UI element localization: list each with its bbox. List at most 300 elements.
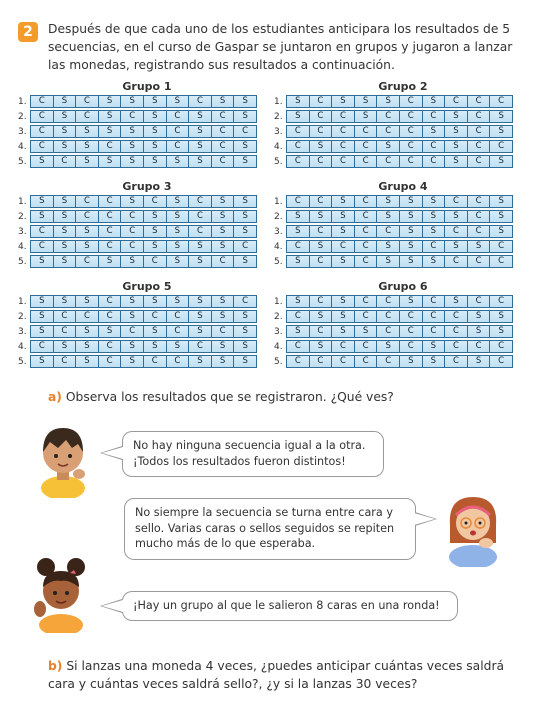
coin-result-cell: C (377, 311, 400, 322)
coin-result-cell: S (242, 96, 248, 106)
coin-result-cell: C (377, 326, 400, 337)
sequence-number: 4. (18, 141, 27, 152)
coin-result-cell: C (355, 226, 378, 237)
coin-result-cell: S (54, 211, 77, 222)
coin-result-cell: S (121, 311, 144, 322)
coin-result-cell: S (498, 196, 504, 206)
coin-result-cell: S (287, 211, 310, 222)
sequence-strip (30, 225, 257, 238)
coin-result-cell: S (212, 241, 235, 252)
coin-result-cell: S (144, 341, 167, 352)
coin-result-cell: S (355, 326, 378, 337)
coin-result-cell: S (242, 326, 248, 336)
coin-result-cell: S (287, 256, 310, 267)
coin-result-cell: C (355, 141, 378, 152)
coin-result-cell: S (423, 356, 446, 367)
coin-result-cell: C (212, 126, 235, 137)
coin-result-cell: S (144, 96, 167, 107)
sequence-number: 4. (274, 241, 283, 252)
sequence-row (274, 339, 522, 354)
sequence-row (18, 324, 266, 339)
coin-result-cell: S (167, 341, 190, 352)
coin-result-cell: S (445, 241, 468, 252)
sequence-row (18, 354, 266, 369)
coin-result-cell: C (54, 311, 77, 322)
coin-result-cell: S (332, 256, 355, 267)
coin-result-cell: S (189, 311, 212, 322)
coin-result-cell: C (355, 256, 378, 267)
coin-result-cell: S (31, 196, 54, 207)
coin-result-cell: S (212, 296, 235, 307)
coin-result-cell: C (355, 356, 378, 367)
sequence-strip (286, 125, 513, 138)
coin-result-cell: S (189, 141, 212, 152)
coin-result-cell: S (332, 196, 355, 207)
sequence-number: 2. (18, 111, 27, 122)
coin-result-cell: S (121, 126, 144, 137)
coin-result-cell: S (121, 156, 144, 167)
coin-result-cell: C (400, 311, 423, 322)
coin-result-cell: C (468, 111, 491, 122)
sequence-number: 2. (274, 111, 283, 122)
coin-result-cell: C (468, 141, 491, 152)
sequence-strip (30, 95, 257, 108)
coin-result-cell: C (377, 111, 400, 122)
coin-result-cell: C (498, 256, 505, 266)
coin-result-cell: S (121, 356, 144, 367)
sequence-strip (286, 340, 513, 353)
sequence-number: 4. (274, 141, 283, 152)
coin-result-cell: S (468, 311, 491, 322)
coin-result-cell: S (167, 96, 190, 107)
coin-result-cell: C (121, 211, 144, 222)
coin-result-cell: S (212, 226, 235, 237)
coin-result-cell: C (377, 126, 400, 137)
coin-result-cell: C (212, 256, 235, 267)
coin-result-cell: S (287, 226, 310, 237)
coin-result-cell: S (99, 256, 122, 267)
coin-result-cell: S (423, 211, 446, 222)
coin-result-cell: S (377, 196, 400, 207)
coin-result-cell: C (355, 296, 378, 307)
speech-bubble-2-tail-fill (414, 513, 435, 525)
coin-result-cell: C (498, 341, 505, 351)
coin-result-cell: S (167, 226, 190, 237)
coin-result-cell: C (400, 111, 423, 122)
coin-result-cell: S (54, 296, 77, 307)
coin-result-cell: C (310, 226, 333, 237)
coin-result-cell: C (498, 296, 505, 306)
sequence-number: 2. (18, 211, 27, 222)
coin-result-cell: S (310, 311, 333, 322)
coin-result-cell: C (76, 111, 99, 122)
coin-result-cell: C (144, 356, 167, 367)
coin-result-cell: C (400, 141, 423, 152)
coin-result-cell: S (377, 341, 400, 352)
coin-result-cell: S (54, 341, 77, 352)
coin-result-cell: S (423, 341, 446, 352)
coin-result-cell: S (400, 241, 423, 252)
coin-result-cell: C (310, 111, 333, 122)
coin-result-cell: S (377, 211, 400, 222)
sequence-strip (30, 155, 257, 168)
coin-result-cell: S (498, 326, 504, 336)
sequence-row (274, 94, 522, 109)
coin-result-cell: S (167, 156, 190, 167)
coin-result-cell: C (310, 356, 333, 367)
coin-result-cell: S (167, 296, 190, 307)
coin-result-cell: S (287, 296, 310, 307)
sequence-strip (286, 210, 513, 223)
coin-result-cell: S (76, 226, 99, 237)
coin-result-cell: C (377, 226, 400, 237)
coin-result-cell: S (144, 126, 167, 137)
sequence-number: 1. (18, 196, 27, 207)
coin-result-cell: S (121, 196, 144, 207)
sequence-strip (286, 95, 513, 108)
coin-result-cell: S (287, 111, 310, 122)
coin-result-cell: S (76, 241, 99, 252)
group-title: Grupo 4 (378, 180, 428, 193)
coin-result-cell: C (54, 326, 77, 337)
coin-result-cell: S (31, 356, 54, 367)
question-a (48, 388, 528, 406)
coin-result-cell: S (400, 296, 423, 307)
coin-result-cell: C (76, 196, 99, 207)
coin-result-cell: C (242, 296, 249, 306)
coin-result-cell: C (287, 141, 310, 152)
sequence-number: 2. (18, 311, 27, 322)
coin-result-cell: C (468, 341, 491, 352)
coin-result-cell: C (144, 256, 167, 267)
coin-result-cell: C (377, 296, 400, 307)
question-a-label: a) (48, 390, 62, 404)
sequence-number: 3. (274, 126, 283, 137)
coin-result-cell: S (242, 211, 248, 221)
coin-result-cell: S (423, 196, 446, 207)
coin-result-cell: C (189, 211, 212, 222)
sequence-number: 3. (274, 326, 283, 337)
coin-result-cell: S (310, 241, 333, 252)
coin-result-cell: S (54, 141, 77, 152)
coin-result-cell: S (189, 241, 212, 252)
coin-result-cell: C (287, 156, 310, 167)
sequence-strip (30, 125, 257, 138)
speech-bubble-2: No siempre la secuencia se turna entre cara y sello. Varias caras o sellos seguidos se repiten mucho más de lo que esperaba. (124, 498, 416, 560)
group-1 (18, 80, 266, 169)
coin-result-cell: C (468, 296, 491, 307)
sequence-row (18, 124, 266, 139)
coin-result-cell: S (54, 126, 77, 137)
coin-result-cell: C (167, 311, 190, 322)
coin-result-cell: S (99, 326, 122, 337)
coin-result-cell: S (498, 211, 504, 221)
coin-result-cell: C (167, 141, 190, 152)
coin-result-cell: S (332, 96, 355, 107)
coin-result-cell: S (400, 356, 423, 367)
coin-result-cell: S (445, 211, 468, 222)
coin-result-cell: S (189, 111, 212, 122)
coin-result-cell: S (287, 326, 310, 337)
coin-result-cell: S (76, 156, 99, 167)
coin-result-cell: S (310, 141, 333, 152)
activity-intro-text: Después de que cada uno de los estudiantes anticipara los resultados de 5 secuencias, en el curso de Gaspar se juntaron en grupos y jugaron a lanzar las monedas, registrando sus resultados a continuación. (48, 22, 513, 72)
sequence-number: 3. (274, 226, 283, 237)
coin-result-cell: S (242, 196, 248, 206)
coin-result-cell: S (212, 341, 235, 352)
coin-result-cell: C (498, 356, 505, 366)
coin-result-cell: S (76, 326, 99, 337)
coin-result-cell: C (144, 196, 167, 207)
sequence-strip (286, 325, 513, 338)
coin-result-cell: S (121, 96, 144, 107)
coin-result-cell: C (99, 356, 122, 367)
sequence-strip (30, 195, 257, 208)
coin-result-cell: C (121, 226, 144, 237)
coin-result-cell: S (423, 226, 446, 237)
sequence-strip (30, 140, 257, 153)
activity-number-badge: 2 (18, 22, 38, 42)
coin-result-cell: C (400, 341, 423, 352)
coin-result-cell: S (212, 211, 235, 222)
coin-result-cell: C (332, 141, 355, 152)
sequence-number: 5. (18, 356, 27, 367)
coin-result-cell: S (144, 326, 167, 337)
coin-result-cell: S (445, 156, 468, 167)
coin-result-cell: S (400, 196, 423, 207)
sequence-number: 4. (274, 341, 283, 352)
coin-result-cell: S (54, 256, 77, 267)
coin-result-cell: C (310, 96, 333, 107)
coin-result-cell: C (377, 356, 400, 367)
coin-result-cell: C (310, 296, 333, 307)
coin-result-cell: C (167, 356, 190, 367)
girl-glasses-avatar-icon (440, 485, 506, 567)
sequence-number: 5. (274, 356, 283, 367)
coin-result-cell: C (332, 341, 355, 352)
coin-result-cell: S (242, 111, 248, 121)
coin-result-cell: C (287, 341, 310, 352)
coin-result-cell: C (355, 341, 378, 352)
coin-result-cell: S (242, 256, 248, 266)
sequence-row (18, 139, 266, 154)
sequence-strip (286, 155, 513, 168)
coin-result-cell: S (144, 296, 167, 307)
coin-result-cell: C (423, 156, 446, 167)
coin-result-cell: S (310, 341, 333, 352)
coin-result-cell: S (468, 326, 491, 337)
coin-result-cell: C (445, 196, 468, 207)
coin-result-cell: C (31, 141, 54, 152)
sequence-row (18, 294, 266, 309)
coin-result-cell: C (31, 341, 54, 352)
coin-result-cell: C (423, 241, 446, 252)
coin-result-cell: S (121, 296, 144, 307)
coin-result-cell: C (99, 311, 122, 322)
coin-result-cell: S (498, 226, 504, 236)
speech-bubble-3: ¡Hay un grupo al que le salieron 8 caras en una ronda! (122, 591, 458, 621)
sequence-strip (30, 310, 257, 323)
coin-result-cell: S (31, 311, 54, 322)
coin-result-cell: C (212, 141, 235, 152)
coin-result-cell: C (310, 256, 333, 267)
coin-result-cell: C (167, 111, 190, 122)
coin-result-cell: S (445, 141, 468, 152)
coin-result-cell: S (468, 356, 491, 367)
coin-result-cell: S (99, 156, 122, 167)
girl-buns-avatar-icon (28, 553, 94, 633)
coin-result-cell: C (189, 96, 212, 107)
coin-result-cell: S (189, 296, 212, 307)
coin-result-cell: S (400, 226, 423, 237)
boy-avatar-icon (32, 418, 94, 498)
coin-result-cell: S (31, 211, 54, 222)
sequence-number: 1. (274, 296, 283, 307)
coin-result-cell: C (310, 126, 333, 137)
coin-result-cell: S (189, 326, 212, 337)
coin-result-cell: C (468, 196, 491, 207)
coin-result-cell: C (332, 356, 355, 367)
sequence-number: 4. (18, 341, 27, 352)
coin-result-cell: S (76, 141, 99, 152)
coin-result-cell: S (144, 156, 167, 167)
coin-result-cell: C (355, 211, 378, 222)
coin-result-cell: C (423, 296, 446, 307)
coin-result-cell: C (287, 196, 310, 207)
sequence-strip (30, 255, 257, 268)
coin-result-cell: C (99, 211, 122, 222)
speech-bubble-3-tail-fill (102, 600, 123, 612)
sequence-number: 1. (18, 296, 27, 307)
coin-result-cell: S (76, 356, 99, 367)
coin-result-cell: S (167, 241, 190, 252)
coin-result-cell: S (99, 126, 122, 137)
coin-result-cell: S (377, 141, 400, 152)
coin-result-cell: C (332, 126, 355, 137)
coin-result-cell: S (144, 111, 167, 122)
coin-result-cell: S (332, 296, 355, 307)
coin-result-cell: C (31, 126, 54, 137)
coin-result-cell: C (332, 241, 355, 252)
coin-result-cell: C (468, 211, 491, 222)
group-3 (18, 180, 266, 269)
coin-result-cell: S (212, 356, 235, 367)
coin-result-cell: C (400, 156, 423, 167)
coin-result-cell: S (76, 296, 99, 307)
coin-result-cell: S (189, 356, 212, 367)
coin-result-cell: C (310, 156, 333, 167)
coin-result-cell: S (310, 211, 333, 222)
sequence-strip (30, 340, 257, 353)
sequence-strip (30, 240, 257, 253)
coin-result-cell: S (144, 211, 167, 222)
sequence-strip (286, 240, 513, 253)
sequence-strip (30, 210, 257, 223)
group-2 (274, 80, 522, 169)
sequence-number: 3. (18, 226, 27, 237)
coin-result-cell: S (287, 96, 310, 107)
sequence-row (18, 209, 266, 224)
coin-result-cell: S (189, 126, 212, 137)
coin-result-cell: S (498, 126, 504, 136)
coin-result-cell: C (76, 311, 99, 322)
sequence-row (274, 239, 522, 254)
sequence-number: 5. (18, 256, 27, 267)
sequence-row (274, 354, 522, 369)
sequence-row (18, 239, 266, 254)
sequence-row (274, 309, 522, 324)
coin-result-cell: S (498, 111, 504, 121)
sequence-number: 5. (274, 156, 283, 167)
coin-result-cell: C (423, 141, 446, 152)
coin-result-cell: S (54, 226, 77, 237)
coin-result-cell: S (242, 141, 248, 151)
coin-result-cell: S (423, 126, 446, 137)
coin-result-cell: S (31, 256, 54, 267)
coin-result-cell: C (189, 226, 212, 237)
group-title: Grupo 6 (378, 280, 428, 293)
sequence-strip (286, 225, 513, 238)
coin-result-cell: S (212, 196, 235, 207)
sequence-number: 1. (274, 96, 283, 107)
coin-result-cell: C (99, 226, 122, 237)
coin-result-cell: C (332, 111, 355, 122)
coin-result-cell: C (121, 111, 144, 122)
sequence-row (18, 154, 266, 169)
coin-result-cell: C (99, 196, 122, 207)
speech-bubble-1: No hay ninguna secuencia igual a la otra. ¡Todos los resultados fueron distintos! (122, 431, 384, 477)
coin-result-cell: S (54, 111, 77, 122)
coin-result-cell: C (212, 111, 235, 122)
sequence-number: 4. (18, 241, 27, 252)
coin-result-cell: S (445, 296, 468, 307)
sequence-row (274, 109, 522, 124)
coin-result-cell: S (167, 196, 190, 207)
sequence-row (274, 154, 522, 169)
coin-result-cell: S (355, 96, 378, 107)
coin-result-cell: S (498, 311, 504, 321)
coin-result-cell: C (121, 241, 144, 252)
group-title: Grupo 1 (122, 80, 172, 93)
sequence-number: 3. (18, 326, 27, 337)
coin-result-cell: C (355, 156, 378, 167)
coin-result-cell: S (31, 156, 54, 167)
coin-result-cell: C (212, 156, 235, 167)
coin-result-cell: C (445, 341, 468, 352)
coin-result-cell: S (99, 111, 122, 122)
sequence-row (18, 309, 266, 324)
sequence-number: 5. (18, 156, 27, 167)
coin-result-cell: S (332, 226, 355, 237)
coin-result-cell: S (445, 111, 468, 122)
coin-result-cell: C (76, 96, 99, 107)
coin-result-cell: C (468, 156, 491, 167)
coin-result-cell: C (445, 226, 468, 237)
coin-result-cell: C (167, 126, 190, 137)
coin-result-cell: C (54, 156, 77, 167)
question-a-text: Observa los resultados que se registraron. ¿Qué ves? (65, 390, 394, 404)
coin-result-cell: C (332, 156, 355, 167)
coin-result-cell: S (498, 156, 504, 166)
coin-result-cell: C (498, 241, 505, 251)
group-6 (274, 280, 522, 369)
question-b-text: Si lanzas una moneda 4 veces, ¿puedes anticipar cuántas veces saldrá cara y cuántas veces saldrá sello?, ¿y si la lanzas 30 veces? (48, 659, 505, 691)
coin-result-cell: C (445, 311, 468, 322)
coin-result-cell: S (400, 256, 423, 267)
coin-result-cell: S (377, 241, 400, 252)
coin-result-cell: S (468, 241, 491, 252)
coin-result-cell: S (242, 356, 248, 366)
